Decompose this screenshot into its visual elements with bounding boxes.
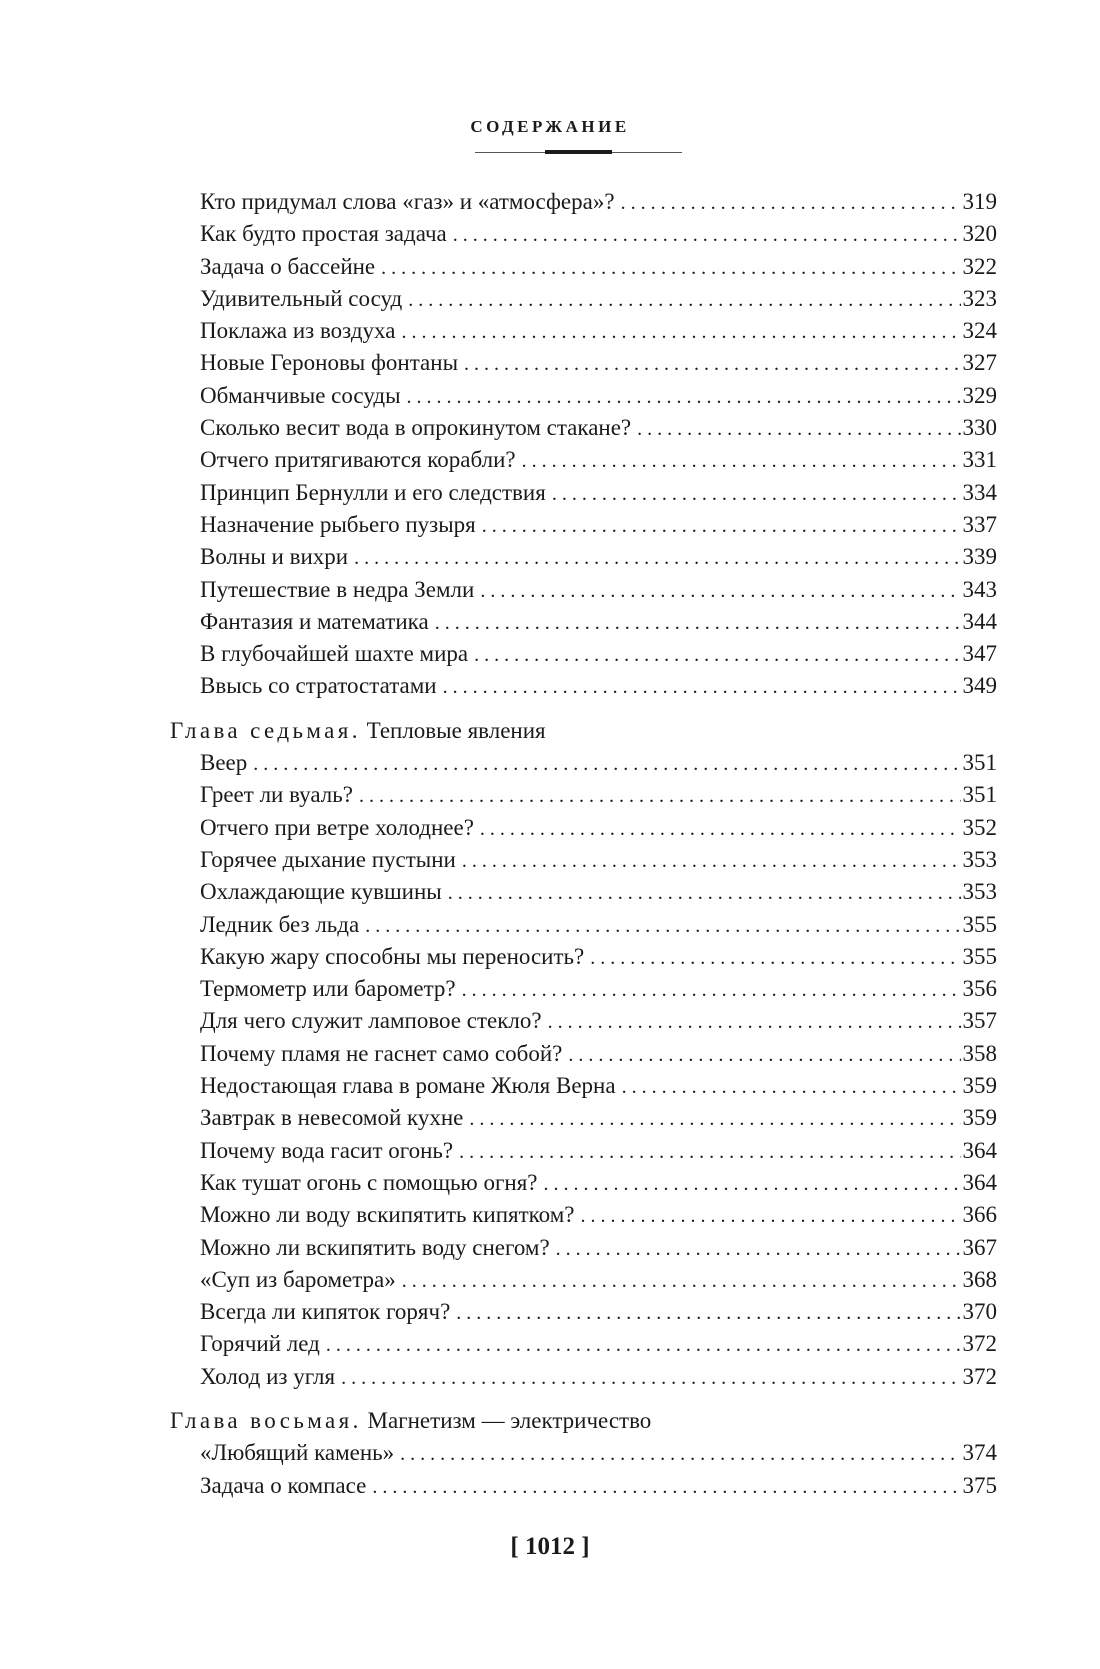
toc-entry (170, 541, 997, 573)
toc-entry-page: 329 (962, 382, 997, 408)
dot-leader (544, 1168, 961, 1199)
dot-leader (435, 607, 961, 638)
dot-leader (637, 413, 960, 444)
toc-entry (170, 670, 997, 702)
toc-entry-title: Холод из угля (200, 1363, 336, 1389)
toc-entry-page: 337 (962, 511, 997, 537)
dot-leader (482, 510, 961, 541)
toc-entry-title: Горячее дыхание пустыни (200, 846, 456, 872)
dot-leader (581, 1200, 961, 1231)
toc-entry-title: Как будто простая задача (200, 221, 447, 247)
toc-entry-title: «Суп из барометра» (200, 1266, 396, 1292)
toc-entry-page: 357 (962, 1008, 997, 1034)
toc-entry-title: Ледник без льда (200, 911, 360, 937)
dot-leader (381, 252, 960, 283)
toc-entry-title: Сколько весит вода в опрокинутом стакане? (200, 415, 632, 441)
toc-entry-page: 330 (962, 415, 997, 441)
chapter-title: Тепловые явления (366, 717, 546, 743)
toc-entry (170, 909, 997, 941)
toc-entry-title: Фантазия и математика (200, 608, 429, 634)
toc-entry-page: 359 (962, 1073, 997, 1099)
toc-entry-title: Какую жару способны мы переносить? (200, 943, 585, 969)
toc-entry (170, 973, 997, 1005)
toc-entry-page: 323 (962, 285, 997, 311)
toc-entry-title: Кто придумал слова «газ» и «атмосфера»? (200, 189, 615, 214)
toc-entry-title: Назначение рыбьего пузыря (200, 511, 476, 537)
toc-entry-page: 353 (962, 846, 997, 872)
toc-entry-page: 351 (962, 750, 997, 776)
toc-entry (170, 1038, 997, 1070)
toc-entry-page: 356 (962, 976, 997, 1002)
chapter-title: Магнетизм — электричество (367, 1407, 652, 1433)
toc-entry-title: Обманчивые сосуды (200, 382, 401, 408)
toc-entry-page: 366 (962, 1202, 997, 1228)
toc-entry-page: 370 (962, 1299, 997, 1325)
dot-leader (464, 348, 960, 379)
dot-leader (408, 284, 960, 315)
toc-entry-page: 334 (962, 479, 997, 505)
dot-leader (407, 381, 961, 412)
chapter-label: Глава седьмая. (170, 717, 361, 743)
toc-entry-page: 358 (962, 1040, 997, 1066)
dot-leader (372, 1471, 960, 1502)
toc-entry-title: Новые Героновы фонтаны (200, 350, 459, 376)
toc-entry-page: 359 (962, 1105, 997, 1131)
toc-entry (170, 1135, 997, 1167)
toc-entry (170, 638, 997, 670)
dot-leader (462, 845, 961, 876)
toc-entry (170, 186, 997, 218)
chapter-heading (170, 715, 997, 747)
toc-entry-page: 375 (962, 1472, 997, 1498)
dot-leader (480, 575, 960, 606)
toc-entry-title: Удивительный сосуд (200, 285, 403, 311)
toc-entry (170, 574, 997, 606)
dot-leader (253, 748, 960, 779)
toc-entry-title: Термометр или барометр? (200, 976, 456, 1002)
toc-entry (170, 1005, 997, 1037)
toc-entry-title: Путешествие в недра Земли (200, 576, 475, 602)
toc-entry (170, 509, 997, 541)
toc-entry-page: 331 (962, 447, 997, 473)
dot-leader (448, 877, 961, 908)
toc-entry-title: Задача о бассейне (200, 253, 376, 279)
toc-entry (170, 1199, 997, 1231)
dot-leader (621, 187, 961, 218)
dot-leader (552, 478, 961, 509)
toc-entry-page: 320 (962, 221, 997, 247)
toc-entry-title: Поклажа из воздуха (200, 318, 396, 344)
toc-entry-title: Почему вода гасит огонь? (200, 1137, 454, 1163)
toc-entry-page: 355 (962, 911, 997, 937)
toc-entry-page: 322 (962, 253, 997, 279)
toc-entry-title: Веер (200, 750, 248, 776)
running-head: СОДЕРЖАНИЕ (470, 117, 630, 136)
toc-entry (170, 1328, 997, 1360)
toc-entry-title: Принцип Бернулли и его следствия (200, 479, 546, 505)
toc-entry-page: 327 (962, 350, 997, 376)
toc-entry-page: 349 (962, 673, 997, 699)
toc-entry (170, 444, 997, 476)
dot-leader (326, 1329, 961, 1360)
toc-entry (170, 844, 997, 876)
dot-leader (354, 542, 960, 573)
page-number: [ 1012 ] (510, 1533, 590, 1560)
toc-entry-page: 372 (962, 1363, 997, 1389)
dot-leader (453, 219, 961, 250)
toc-entry-title: Отчего притягиваются корабли? (200, 447, 516, 473)
toc-entry-title: «Любящий камень» (200, 1440, 395, 1466)
toc-entry-title: Ввысь со стратостатами (200, 673, 437, 699)
toc-entry-title: Всегда ли кипяток горяч? (200, 1299, 451, 1325)
toc-entry-page: 368 (962, 1266, 997, 1292)
toc-entry-title: В глубочайшей шахте мира (200, 641, 469, 667)
toc-entry (170, 1102, 997, 1134)
toc-entry (170, 1232, 997, 1264)
toc-entry (170, 1470, 997, 1502)
dot-leader (401, 316, 960, 347)
toc-entry-page: 343 (962, 576, 997, 602)
toc-entry (170, 347, 997, 379)
toc-entry (170, 747, 997, 779)
toc-entry-title: Греет ли вуаль? (200, 782, 353, 808)
toc-entry-title: Как тушат огонь с помощью огня? (200, 1169, 538, 1195)
toc-entry-page: 339 (962, 544, 997, 570)
toc-entry-page: 347 (962, 641, 997, 667)
toc-entry (170, 380, 997, 412)
toc-entry (170, 876, 997, 908)
toc-entry (170, 1437, 997, 1469)
dot-leader (341, 1362, 960, 1393)
toc-entry-page: 344 (962, 608, 997, 634)
toc-entry (170, 779, 997, 811)
toc-entry-title: Завтрак в невесомой кухне (200, 1105, 464, 1131)
toc-entry-page: 364 (962, 1137, 997, 1163)
toc-entry-title: Недостающая глава в романе Жюля Верна (200, 1073, 616, 1099)
dot-leader (548, 1006, 961, 1037)
chapter-label: Глава восьмая. (170, 1407, 362, 1433)
toc-entry-page: 353 (962, 879, 997, 905)
dot-leader (459, 1136, 960, 1167)
toc-entry-page: 374 (962, 1440, 997, 1466)
toc-entry (170, 283, 997, 315)
toc-entry-title: Можно ли воду вскипятить кипятком? (200, 1202, 575, 1228)
toc-entry (170, 1361, 997, 1393)
toc-entry (170, 1264, 997, 1296)
toc-entry-title: Волны и вихри (200, 544, 349, 570)
dot-leader (402, 1265, 961, 1296)
dot-leader (474, 639, 960, 670)
dot-leader (568, 1039, 960, 1070)
dot-leader (365, 910, 960, 941)
toc-entry (170, 606, 997, 638)
dot-leader (522, 445, 961, 476)
dot-leader (480, 813, 961, 844)
toc-entry (170, 412, 997, 444)
toc-entry-page: 372 (962, 1331, 997, 1357)
toc-entry (170, 1296, 997, 1328)
toc-entry-title: Охлаждающие кувшины (200, 879, 442, 905)
toc-entry (170, 1070, 997, 1102)
toc-entry (170, 251, 997, 283)
dot-leader (359, 780, 961, 811)
dot-leader (456, 1297, 960, 1328)
dot-leader (462, 974, 961, 1005)
chapter-heading (170, 1405, 997, 1437)
toc-entry-page: 355 (962, 943, 997, 969)
toc-entry (170, 941, 997, 973)
toc-entry-page: 351 (962, 782, 997, 808)
dot-leader (400, 1438, 960, 1469)
toc-entry-page: 352 (962, 814, 997, 840)
dot-leader (556, 1233, 961, 1264)
toc-entry (170, 315, 997, 347)
toc-entry-page: 367 (962, 1234, 997, 1260)
toc-entry (170, 812, 997, 844)
toc-entry-title: Отчего при ветре холоднее? (200, 814, 474, 840)
header-rule-accent (545, 150, 612, 154)
toc-entry (170, 477, 997, 509)
toc-entry-title: Горячий лед (200, 1331, 320, 1357)
dot-leader (469, 1103, 960, 1134)
toc-entry-title: Задача о компасе (200, 1472, 367, 1498)
toc-entry-title: Для чего служит ламповое стекло? (200, 1008, 542, 1034)
toc-entry-title: Почему пламя не гаснет само собой? (200, 1040, 563, 1066)
table-of-contents (170, 186, 997, 1502)
toc-entry-page: 319 (962, 189, 997, 214)
dot-leader (443, 671, 961, 702)
toc-entry (170, 1167, 997, 1199)
dot-leader (622, 1071, 961, 1102)
toc-entry (170, 218, 997, 250)
dot-leader (590, 942, 960, 973)
toc-entry-page: 324 (962, 318, 997, 344)
toc-entry-page: 364 (962, 1169, 997, 1195)
toc-entry-title: Можно ли вскипятить воду снегом? (200, 1234, 550, 1260)
